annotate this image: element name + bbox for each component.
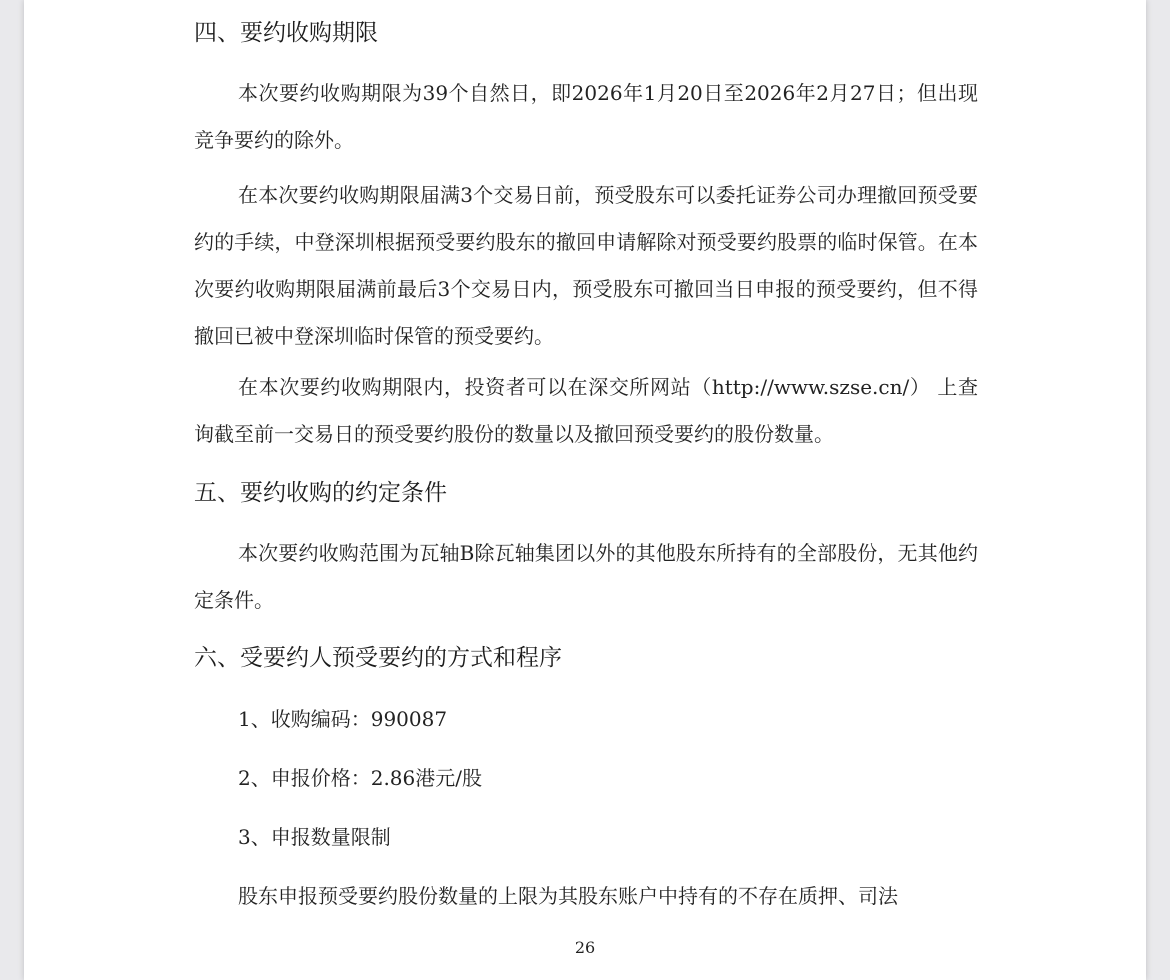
page-number: 26 xyxy=(574,938,596,957)
paragraph-quantity-cap: 股东申报预受要约股份数量的上限为其股东账户中持有的不存在质押、司法 xyxy=(238,884,898,908)
section-heading-6: 六、受要约人预受要约的方式和程序 xyxy=(194,645,562,671)
list-item-quantity-limit: 3、申报数量限制 xyxy=(238,825,391,849)
paragraph-offer-period: 本次要约收购期限为39个自然日，即2026年1月20日至2026年2月27日；但出现竞争要约的除外。 xyxy=(194,81,978,152)
section-heading-5: 五、要约收购的约定条件 xyxy=(194,480,447,506)
list-item-acquisition-code: 1、收购编码：990087 xyxy=(238,707,448,731)
document-page xyxy=(24,0,1146,980)
paragraph-offer-conditions: 本次要约收购范围为瓦轴B除瓦轴集团以外的其他股东所持有的全部股份，无其他约定条件。 xyxy=(194,541,978,612)
section-heading-4: 四、要约收购期限 xyxy=(194,20,378,46)
paragraph-withdrawal-rules: 在本次要约收购期限届满3个交易日前，预受股东可以委托证券公司办理撤回预受要约的手续，中登深圳根据预受要约股东的撤回申请解除对预受要约股票的临时保管。在本次要约收购期限届满前最后3个交易日内，预受股东可撤回当日申报的预受要约，但不得撤回已被中登深圳临时保管的预受要约。 xyxy=(194,183,978,348)
list-item-declared-price: 2、申报价格：2.86港元/股 xyxy=(238,766,482,790)
paragraph-szse-query: 在本次要约收购期限内，投资者可以在深交所网站（http://www.szse.cn/） 上查询截至前一交易日的预受要约股份的数量以及撤回预受要约的股份数量。 xyxy=(194,375,978,446)
